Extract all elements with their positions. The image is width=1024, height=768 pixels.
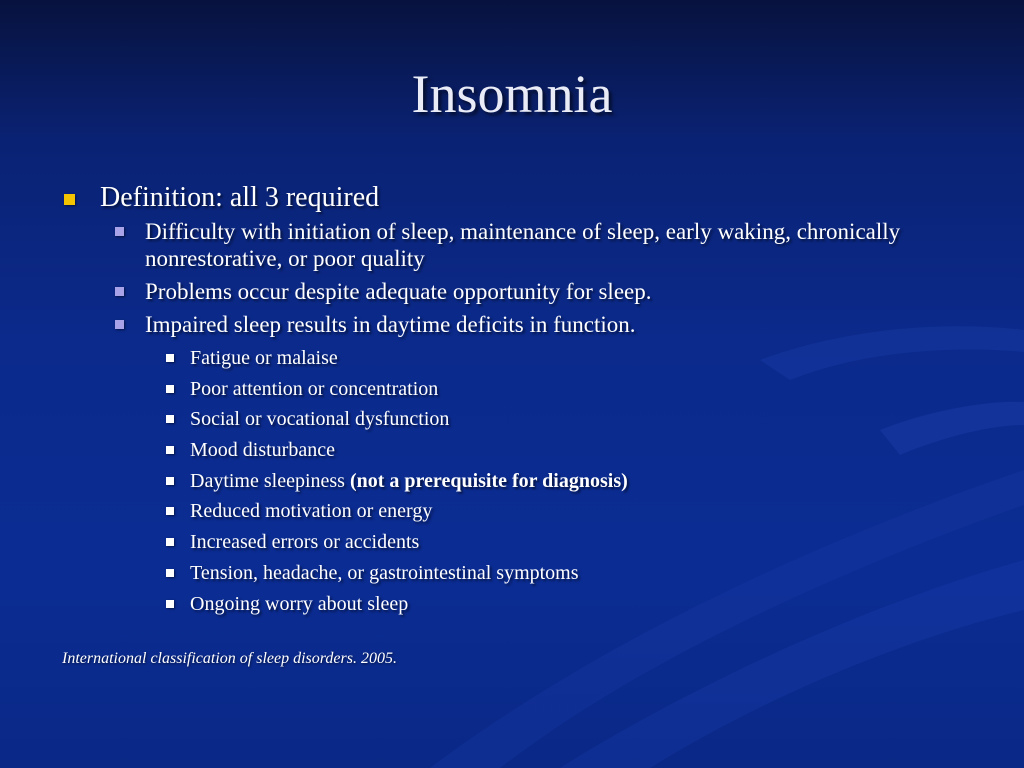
sub-bullet-opportunity bbox=[62, 278, 982, 305]
deficit-text: Tension, headache, or gastrointestinal symptoms bbox=[190, 561, 579, 584]
sub-bullet-text: Impaired sleep results in daytime deficits in function. bbox=[145, 312, 636, 337]
deficit-item bbox=[62, 344, 982, 372]
citation: International classification of sleep disorders. 2005. bbox=[62, 650, 397, 667]
deficit-item bbox=[62, 497, 982, 525]
bullet-text: Definition: all 3 required bbox=[100, 182, 380, 213]
square-bullet-icon bbox=[166, 415, 174, 423]
sub-bullet-difficulty bbox=[62, 218, 982, 272]
slide-title: Insomnia bbox=[411, 64, 613, 124]
square-bullet-icon bbox=[64, 194, 75, 205]
deficit-item bbox=[62, 528, 982, 556]
deficit-text: Poor attention or concentration bbox=[190, 377, 439, 400]
deficit-text: Increased errors or accidents bbox=[190, 531, 420, 554]
sub-bullet-text: Difficulty with initiation of sleep, maintenance of sleep, early waking, chronically nonrestorative, or poor quality bbox=[145, 219, 901, 271]
deficit-item bbox=[62, 559, 982, 587]
deficit-item bbox=[62, 590, 982, 618]
deficit-item bbox=[62, 375, 982, 403]
deficit-text: Daytime sleepiness bbox=[190, 469, 350, 492]
deficit-note-bold: (not a prerequisite for diagnosis) bbox=[349, 469, 628, 492]
square-bullet-icon bbox=[166, 446, 174, 454]
square-bullet-icon bbox=[166, 538, 174, 546]
deficit-item bbox=[62, 467, 982, 495]
square-bullet-icon bbox=[166, 354, 174, 362]
square-bullet-icon bbox=[115, 227, 124, 236]
square-bullet-icon bbox=[166, 600, 174, 608]
sub-bullet-impaired bbox=[62, 311, 982, 338]
square-bullet-icon bbox=[166, 385, 174, 393]
square-bullet-icon bbox=[166, 507, 174, 515]
deficit-text: Mood disturbance bbox=[190, 439, 335, 462]
square-bullet-icon bbox=[115, 320, 124, 329]
deficit-text: Social or vocational dysfunction bbox=[190, 408, 450, 431]
deficit-item bbox=[62, 436, 982, 464]
deficit-text: Fatigue or malaise bbox=[190, 347, 338, 369]
square-bullet-icon bbox=[166, 569, 174, 577]
bullet-content bbox=[62, 180, 982, 620]
deficit-text: Reduced motivation or energy bbox=[190, 500, 433, 523]
square-bullet-icon bbox=[166, 477, 174, 485]
sub-bullet-text: Problems occur despite adequate opportunity for sleep. bbox=[145, 279, 652, 304]
bullet-definition bbox=[62, 180, 982, 216]
deficit-text: Ongoing worry about sleep bbox=[190, 592, 409, 615]
square-bullet-icon bbox=[115, 287, 124, 296]
deficit-item bbox=[62, 405, 982, 433]
